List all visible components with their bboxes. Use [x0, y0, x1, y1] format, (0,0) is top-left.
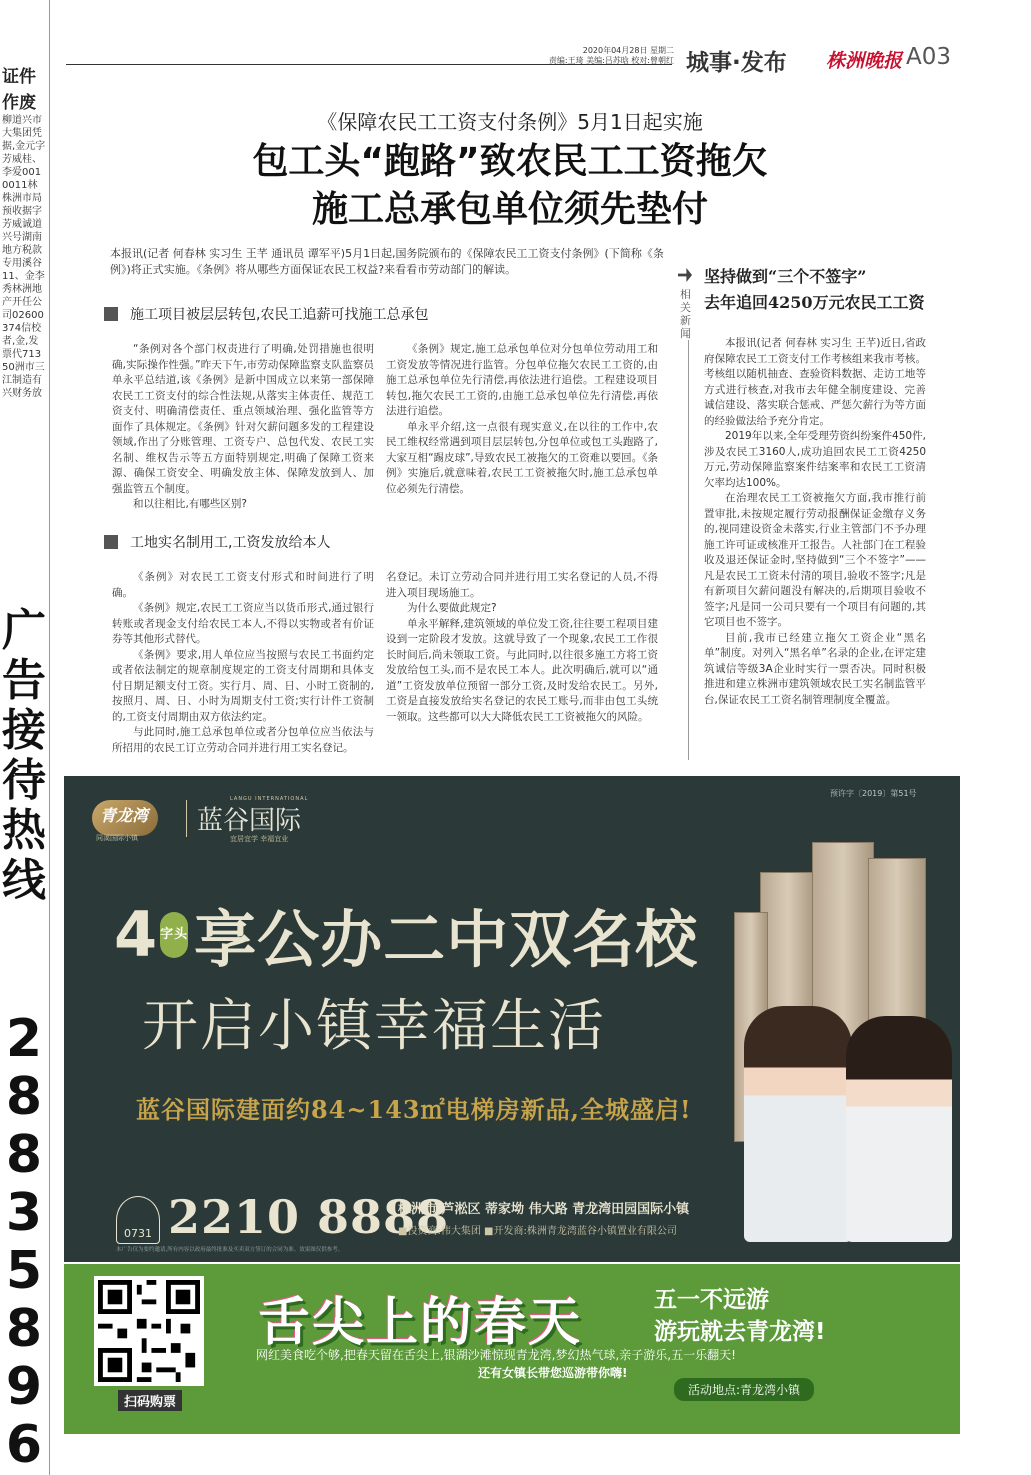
spring-side-1: 五一不远游	[654, 1287, 769, 1313]
column-1a	[112, 342, 374, 513]
subheading-1-text: 施工项目被层层转包,农民工追薪可找施工总承包	[130, 307, 429, 323]
ad-address: 株洲市 芦淞区 蒂家坳 伟大路 青龙湾田园国际小镇	[398, 1202, 690, 1217]
subhead-marker-icon	[104, 535, 118, 549]
paragraph: 《条例》要求,用人单位应当按照与农民工书面约定或者依法制定的规章制度规定的工资支付周期和具体支付日期足额支付工资。实行月、周、日、小时工资制的,按照月、周、日、小时为周期支付工资;实行计件工资制的,工资支付周期由双方依法约定。	[112, 648, 374, 723]
paragraph: 名登记。未订立劳动合同并进行用工实名登记的人员,不得进入项目现场施工。	[386, 571, 658, 599]
ad-fine-print: 本广告仅为要约邀请,所有内容以政府最终批准及买卖双方签订的合同为准。效果图仅供参考。	[116, 1247, 344, 1253]
column-2a	[386, 342, 658, 497]
headline-line-1: 包工头“跑路”致农民工工资拖欠	[252, 141, 768, 182]
related-divider	[688, 340, 689, 760]
headline	[60, 138, 960, 234]
child-girl-image	[846, 1016, 952, 1242]
related-tag: 相关新闻	[680, 288, 691, 340]
ad-brand-slogan: 宜居宜学 幸福宜业	[230, 835, 289, 843]
notice-heading: 证件作废	[2, 67, 36, 113]
ad-logo-subtext: 同溪国际小镇	[96, 834, 138, 842]
ad-developer: ■投资商:伟大集团 ■开发商:株洲青龙湾蓝谷小镇置业有限公司	[398, 1226, 677, 1237]
paragraph: 2019年以来,全年受理劳资纠纷案件450件,涉及农民工3160人,成功追回农民工工资4250万元,劳动保障监察案件结案率和农民工工资清欠率均达100%。	[704, 430, 926, 489]
subheading-2	[104, 532, 664, 552]
qr-label: 扫码购票	[118, 1390, 182, 1411]
issue-date: 2020年04月28日 星期二	[582, 46, 674, 55]
headline-line-2: 施工总承包单位须先垫付	[311, 189, 708, 230]
paragraph: 《条例》规定,施工总承包单位对分包单位劳动用工和工资发放等情况进行监管。分包单位拖欠农民工工资的,由施工总承包单位先行清偿,再依法进行追偿。工程建设项目转包,拖欠农民工工资的,由施工总承包单位先行清偿,再依法进行追偿。	[386, 343, 658, 417]
column-1b	[112, 570, 374, 756]
header-meta	[534, 46, 674, 66]
ad-headline-1	[114, 890, 698, 979]
subhead-marker-icon	[104, 307, 118, 321]
spring-side-2: 游玩就去青龙湾!	[654, 1319, 826, 1345]
paragraph: “条例对各个部门权责进行了明确,处罚措施也很明确,实际操作性强。”昨天下午,市劳动保障监察支队监察员单永平总结道,该《条例》是新中国成立以来第一部保障农民工工资支付的综合性法规,从落实主体责任、规范工资支付、明确清偿责任、重点领域治理、强化监管等方面作了具体规定。《条例》针对欠薪问题多发的工程建设领域,作出了分账管理、工资专户、总包代发、农民工实名制、维权告示等五方面特别规定,明确了保障工资来源、确保工资安全、明确发放主体、保障发放到人、加强监管五个制度。	[112, 343, 374, 495]
paragraph: 为什么要做此规定?	[407, 602, 497, 614]
paragraph: 《条例》对农民工工资支付形式和时间进行了明确。	[112, 571, 374, 599]
paragraph: 本报讯(记者 何春林 实习生 王芊)近日,省政府保障农民工工资支付工作考核组来我市考核。考核组以随机抽查、查验资料数据、走访工地等方式进行核查,对我市去年健全制度建设、完善诚信建设、落实联合惩戒、严惩欠薪行为等方面的经验做法给予充分肯定。	[704, 337, 926, 427]
paragraph: 和以往相比,有哪些区别?	[133, 498, 247, 510]
paragraph: 目前,我市已经建立拖欠工资企业“黑名单”制度。对列入“黑名单”名录的企业,在评定建筑诚信等级3A企业时实行一票否决。同时积极推进和建立株洲市建筑领域农民工实名制监管平台,保证农民工工资名制管理制度全覆盖。	[704, 631, 926, 706]
paragraph: 与此同时,施工总承包单位或者分包单位应当依法与所招用的农民工订立劳动合同并进行用工实名登记。	[112, 726, 374, 754]
paragraph: 《条例》规定,农民工工资应当以货币形式,通过银行转账或者现金支付给农民工本人,不得以实物或者有价证券等其他形式替代。	[112, 602, 374, 645]
ad-brand-english: LANGU INTERNATIONAL	[230, 796, 309, 802]
related-body	[704, 336, 926, 708]
arrow-icon	[678, 268, 692, 282]
section-title: 城事·发布	[686, 50, 787, 76]
ad-tagline: 蓝谷国际建面约84~143㎡电梯房新品,全城盛启!	[136, 1095, 692, 1124]
paragraph: 在治理农民工工资被拖欠方面,我市推行前置审批,未按规定履行劳动报酬保证金缴存义务的,视同建设资金未落实,行业主管部门不予办理施工许可证或核准开工报告。人社部门在工程验收及退还保证金时,坚持做到“三个不签字”——凡是农民工工资未付清的项目,验收不签字;凡是有新项目欠薪问题没有解决的,后期项目验收不签字;凡是同一公司只要有一个项目有问题的,其它项目也不签字。	[704, 492, 926, 628]
ad-permit: 预许字〔2019〕第51号	[830, 789, 917, 798]
ad-headline-2: 开启小镇幸福生活	[142, 994, 606, 1059]
ad-phone-number[interactable]: 2210 8888	[168, 1190, 450, 1244]
ad-headline-number: 4	[114, 898, 159, 971]
editors: 责编:王琦 美编:吕苏晗 校对:曾朝红	[548, 56, 674, 65]
related-title-1: 坚持做到“三个不签字”	[704, 267, 867, 286]
ad-brand: 蓝谷国际	[186, 800, 301, 837]
ad-logo-text: 青龙湾	[100, 806, 149, 825]
subheading-1	[104, 304, 664, 324]
related-title	[704, 264, 954, 316]
ad-headline-text: 享公办二中双名校	[194, 903, 699, 976]
column-2b	[386, 570, 658, 725]
paragraph: 单永平解释,建筑领域的单位发工资,往往要工程项目建设到一定阶段才发放。这就导致了一个现象,农民工工作很长时间后,尚未领取工资。与此同时,以往很多施工方将工资发放给包工头,而不是农民工本人。此次明确后,就可以“通道”工资发放单位预留一部分工资,及时发给农民工。另外,工资是直接发放给实名登记的农民工账号,而非由包工头统一领取。这些都可以大大降低农民工工资被拖欠的风险。	[386, 617, 658, 723]
paper-logo: 株洲晚报	[826, 50, 903, 72]
ad-headline-badge: 字头	[160, 912, 188, 958]
paragraph: 单永平介绍,这一点很有现实意义,在以往的工作中,农民工维权经常遇到项目层层转包,分包单位或包工头跑路了,大家互相“踢皮球”,导致农民工被拖欠的工资难以要回。《条例》实施后,就意味着,农民工工资被拖欠时,施工总承包单位必须先行清偿。	[386, 420, 658, 495]
qr-code-icon[interactable]	[94, 1276, 204, 1386]
spring-location: 活动地点:青龙湾小镇	[674, 1378, 814, 1401]
spring-description: 网红美食吃个够,把春天留在舌尖上,银湖沙滩惊现青龙湾,梦幻热气球,亲子游乐,五一乐翻天!	[256, 1348, 736, 1362]
spring-title: 舌尖上的春天	[258, 1293, 583, 1353]
kicker: 《保障农民工工资支付条例》5月1日起实施	[317, 110, 703, 134]
related-title-2: 去年追回4250万元农民工工资	[704, 293, 925, 312]
spring-description-2: 还有女镇长带您巡游带你嗨!	[478, 1366, 628, 1380]
area-code: 0731	[124, 1227, 152, 1240]
ad-hotline-label: 广告接待热线	[2, 605, 46, 906]
page-number: A03	[906, 44, 952, 70]
phone-icon	[116, 1196, 160, 1244]
lead-paragraph: 本报讯(记者 何春林 实习生 王芊 通讯员 谭军平)5月1日起,国务院颁布的《保障农民工工资支付条例》(下简称《条例》)将正式实施。《条例》将从哪些方面保证农民工权益?来看看市劳动部门的解读。	[110, 247, 664, 276]
spring-side-text	[654, 1284, 826, 1348]
child-boy-image	[744, 1006, 852, 1242]
subheading-2-text: 工地实名制用工,工资发放给本人	[130, 535, 331, 551]
notice-text: 柳道兴市大集团凭据,金元字芳威桂、李爱0010011林株洲市局预收据字芳威诚道兴号湖南地方税款专用溪谷11、金李秀林洲地产开任公司02600374信校者,金,发票代71350洲市三江制造有兴财务放	[2, 115, 46, 399]
ad-hotline-number: 28835896	[5, 1009, 43, 1475]
